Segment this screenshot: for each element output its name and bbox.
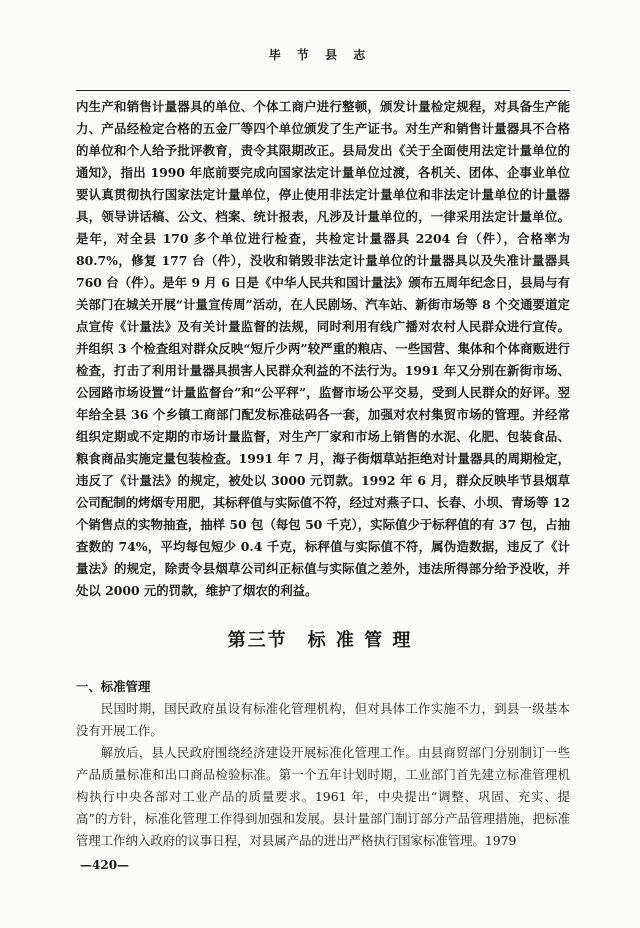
section-name: 标 准 管 理 bbox=[307, 630, 413, 651]
running-head: 毕 节 县 志 bbox=[268, 48, 372, 62]
section-number: 第三节 bbox=[227, 630, 288, 651]
subsection-paragraph: 民国时期，国民政府虽设有标准化管理机构，但对具体工作实施不力，到县一级基本没有开展工作。 bbox=[76, 701, 570, 738]
header-rule bbox=[76, 90, 570, 91]
subsection-paragraph: 解放后，县人民政府围绕经济建设开展标准化管理工作。由县商贸部门分别制订一些产品质量标准和出口商品检验标准。第一个五年计划时期，工业部门首先建立标准管理机构执行中央各部对工业产品的质量要求。1961 年，中央提出“调整、巩固、充实、提高”的方针，标准化管理工作得到加强和发展。县计量部门制订部分产品管理措施，把标准管理工作纳入政府的议事日程，对县属产品的进出严格执行国家标准管理。1979 bbox=[76, 745, 570, 848]
body-paragraph: 内生产和销售计量器具的单位、个体工商户进行整顿，颁发计量检定规程，对具备生产能力、产品经检定合格的五金厂等四个单位颁发了生产证书。对生产和销售计量器具不合格的单位和个人给予批评教育，责令其限期改正。县局发出《关于全面使用法定计量单位的通知》，指出 1990 年底前要完成向国家法定计量单位过渡，各机关、团体、企事业单位要认真贯彻执行国家法定计量单位，停止使用非法定计量单位和非法定计量单位的计量器具，领导讲话稿、公文、档案、统计报表，凡涉及计量单位的，一律采用法定计量单位。是年，对全县 170 多个单位进行检查，共检定计量器具 2204 台（件），合格率为 80.7%，修复 177 台（件），没收和销毁非法定计量单位的计量器具以及失准计量器具 760 台（件）。是年 9 月 6 日是《中华人民共和国计量法》颁布五周年纪念日，县局与有关部门在城关开展“计量宣传周”活动，在人民剧场、汽车站、新街市场等 8 个交通要道定点宣传《计量法》及有关计量监督的法规，同时利用有线广播对农村人民群众进行宣传。并组织 3 个检查组对群众反映“短斤少两”较严重的粮店、一些国营、集体和个体商贩进行检查，打击了利用计量器具损害人民群众利益的不法行为。1991 年又分别在新街市场、公园路市场设置“计量监督台”和“公平秤”，监督市场公平交易，受到人民群众的好评。翌年给全县 36 个乡镇工商部门配发标准砝码各一套，加强对农村集贸市场的管理。并经常组织定期或不定期的市场计量监督，对生产厂家和市场上销售的水泥、化肥、包装食品、粮食商品实施定量包装检查。1991 年 7 月，海子街烟草站拒绝对计量器具的周期检定，违反了《计量法》的规定，被处以 3000 元罚款。1992 年 6 月，群众反映毕节县烟草公司配制的烤烟专用肥，其标秤值与实际值不符，经过对燕子口、长春、小坝、青场等 12 个销售点的实物抽查，抽样 50 包（每包 50 千克），实际值少于标秤值的有 37 包，占抽查数的 74%，平均每包短少 0.4 千克，标秤值与实际值不符，属伪造数据，违反了《计量法》的规定，除责令县烟草公司纠正标值与实际值之差外，违法所得部分给予没收，并处以 2000 元的罚款，维护了烟农的利益。 bbox=[76, 99, 570, 598]
subsection-block bbox=[76, 676, 570, 852]
top-text-block bbox=[76, 96, 570, 602]
page-number: —420— bbox=[80, 858, 130, 872]
subsection-heading: 一、标准管理 bbox=[76, 679, 151, 694]
section-title bbox=[0, 626, 640, 652]
